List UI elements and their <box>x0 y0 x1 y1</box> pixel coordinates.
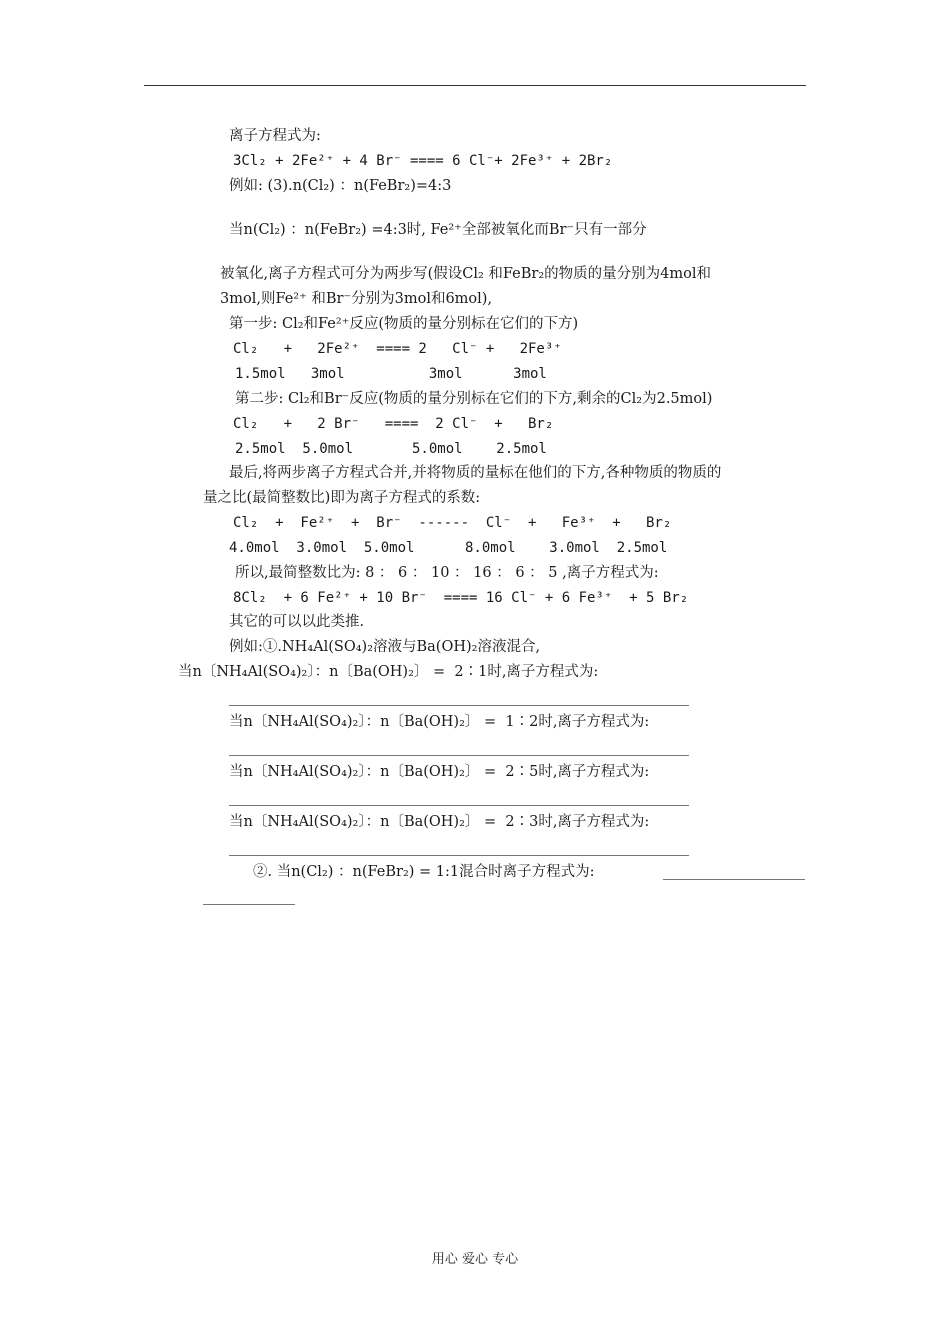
question-line: ②. 当n(Cl₂) ：n(FeBr₂) = 1:1混合时离子方程式为: <box>253 864 595 880</box>
text-line: 其它的可以以此类推. <box>229 614 365 630</box>
header-rule <box>144 85 806 86</box>
equation-line: 3Cl₂ + 2Fe²⁺ + 4 Br⁻ ==== 6 Cl⁻+ 2Fe³⁺ + 2Br₂ <box>233 153 613 169</box>
text-line: 被氧化,离子方程式可分为两步写(假设Cl₂ 和FeBr₂的物质的量分别为4mol和 <box>220 266 712 282</box>
text-line: 3mol,则Fe²⁺ 和Br⁻分别为3mol和6mol), <box>220 291 493 307</box>
amount-line: 1.5mol 3mol 3mol 3mol <box>235 366 547 382</box>
text-line: 最后,将两步离子方程式合并,并将物质的量标在他们的下方,各种物质的物质的 <box>229 465 722 481</box>
text-line: 例如:①.NH₄Al(SO₄)₂溶液与Ba(OH)₂溶液混合, <box>229 639 541 655</box>
text-line: 例如: (3).n(Cl₂) ：n(FeBr₂)=4:3 <box>229 178 452 194</box>
answer-blank[interactable] <box>203 904 295 905</box>
amount-line: 2.5mol 5.0mol 5.0mol 2.5mol <box>235 441 547 457</box>
question-line: 当n〔NH₄Al(SO₄)₂〕：n〔Ba(OH)₂〕 = 2∶5时,离子方程式为: <box>229 764 650 780</box>
question-line: 当n〔NH₄Al(SO₄)₂〕：n〔Ba(OH)₂〕 = 1∶2时,离子方程式为: <box>229 714 650 730</box>
text-line: 第二步: Cl₂和Br⁻反应(物质的量分别标在它们的下方,剩余的Cl₂为2.5mol) <box>235 391 713 407</box>
page-footer: 用心 爱心 专心 <box>431 1252 519 1267</box>
text-line: 量之比(最简整数比)即为离子方程式的系数: <box>203 490 481 506</box>
answer-blank[interactable] <box>663 879 805 880</box>
text-line: 当n(Cl₂) ：n(FeBr₂) =4:3时, Fe²⁺全部被氧化而Br⁻只有一部分 <box>229 222 647 238</box>
equation-line: Cl₂ + 2 Br⁻ ==== 2 Cl⁻ + Br₂ <box>233 416 554 432</box>
answer-blank[interactable] <box>229 855 689 856</box>
text-line: 第一步: Cl₂和Fe²⁺反应(物质的量分别标在它们的下方) <box>229 316 579 332</box>
text-line: 离子方程式为: <box>229 128 321 144</box>
question-line: 当n〔NH₄Al(SO₄)₂〕：n〔Ba(OH)₂〕 = 2∶1时,离子方程式为: <box>178 664 599 680</box>
question-line: 当n〔NH₄Al(SO₄)₂〕：n〔Ba(OH)₂〕 = 2∶3时,离子方程式为: <box>229 814 650 830</box>
amount-line: 4.0mol 3.0mol 5.0mol 8.0mol 3.0mol 2.5mol <box>229 540 668 556</box>
text-line: 所以,最简整数比为: 8 ： 6 ： 10 ： 16 ： 6 ： 5 ,离子方程式为: <box>235 565 659 581</box>
answer-blank[interactable] <box>229 805 689 806</box>
equation-line: Cl₂ + 2Fe²⁺ ==== 2 Cl⁻ + 2Fe³⁺ <box>233 341 562 357</box>
equation-line: Cl₂ + Fe²⁺ + Br⁻ ------ Cl⁻ + Fe³⁺ + Br₂ <box>233 515 672 531</box>
answer-blank[interactable] <box>229 755 689 756</box>
answer-blank[interactable] <box>229 705 689 706</box>
equation-line: 8Cl₂ + 6 Fe²⁺ + 10 Br⁻ ==== 16 Cl⁻ + 6 Fe³⁺ + 5 Br₂ <box>233 590 689 606</box>
